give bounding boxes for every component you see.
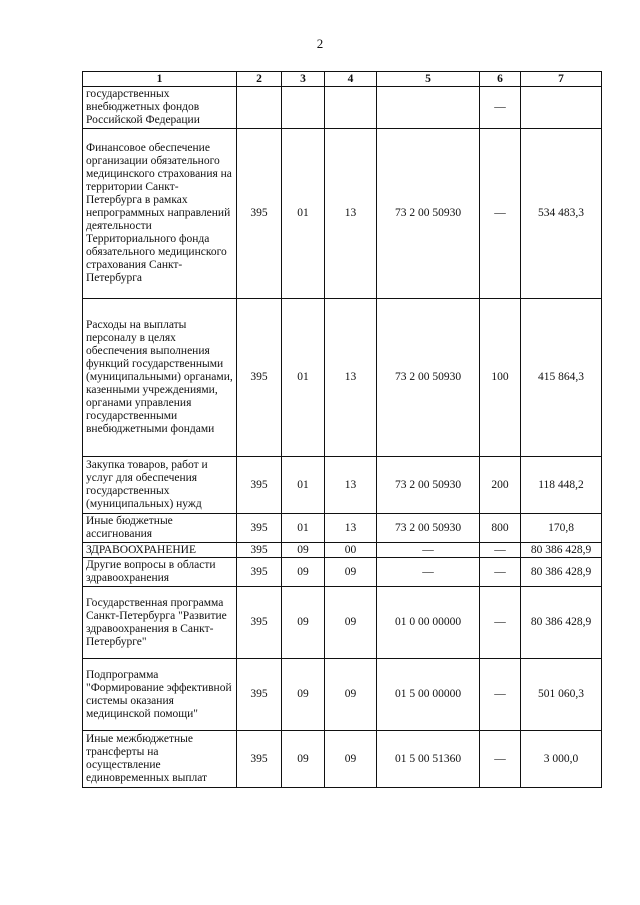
row-c4: 00 <box>325 543 377 558</box>
row-c5: 01 0 00 00000 <box>377 587 480 659</box>
column-header: 6 <box>480 72 521 87</box>
row-c4: 09 <box>325 558 377 587</box>
row-c5: — <box>377 543 480 558</box>
table-row <box>83 457 602 514</box>
row-name: Закупка товаров, работ и услуг для обеспечения государственных (муниципальных) нужд <box>83 457 237 514</box>
row-c4: 13 <box>325 129 377 299</box>
row-name: Другие вопросы в области здравоохранения <box>83 558 237 587</box>
column-header: 1 <box>83 72 237 87</box>
row-c5: 73 2 00 50930 <box>377 457 480 514</box>
row-c4: 09 <box>325 587 377 659</box>
row-c6: — <box>480 659 521 731</box>
row-c3: 09 <box>282 587 325 659</box>
table-row <box>83 514 602 543</box>
row-c6: — <box>480 129 521 299</box>
row-c6: — <box>480 587 521 659</box>
row-c4: 13 <box>325 299 377 457</box>
row-name: Финансовое обеспечение организации обязательного медицинского страхования на территории Санкт-Петербурга в рамках непрограммных направлений деятельности Территориального фонда обязательного медицинского страхования Санкт-Петербурга <box>83 129 237 299</box>
row-c3 <box>282 87 325 129</box>
row-c4: 09 <box>325 659 377 731</box>
row-c4: 13 <box>325 457 377 514</box>
row-c2: 395 <box>237 659 282 731</box>
row-c7: 534 483,3 <box>521 129 602 299</box>
row-c3: 09 <box>282 659 325 731</box>
column-header: 2 <box>237 72 282 87</box>
row-c2: 395 <box>237 558 282 587</box>
row-c4: 13 <box>325 514 377 543</box>
row-c4 <box>325 87 377 129</box>
table-row <box>83 659 602 731</box>
row-c3: 01 <box>282 299 325 457</box>
table-row <box>83 587 602 659</box>
column-header: 3 <box>282 72 325 87</box>
row-c7: 501 060,3 <box>521 659 602 731</box>
row-c3: 01 <box>282 514 325 543</box>
row-name: Иные межбюджетные трансферты на осуществление единовременных выплат <box>83 731 237 788</box>
column-header: 4 <box>325 72 377 87</box>
row-c7: 80 386 428,9 <box>521 558 602 587</box>
row-c2: 395 <box>237 514 282 543</box>
row-c2: 395 <box>237 543 282 558</box>
page-number: 2 <box>316 36 324 51</box>
row-c5: 01 5 00 00000 <box>377 659 480 731</box>
row-c2: 395 <box>237 457 282 514</box>
row-c2: 395 <box>237 129 282 299</box>
row-c2: 395 <box>237 587 282 659</box>
row-c2: 395 <box>237 299 282 457</box>
row-c3: 09 <box>282 731 325 788</box>
row-c2 <box>237 87 282 129</box>
row-c6: — <box>480 543 521 558</box>
row-c7: 80 386 428,9 <box>521 543 602 558</box>
row-c3: 09 <box>282 558 325 587</box>
row-c4: 09 <box>325 731 377 788</box>
row-c7 <box>521 87 602 129</box>
table-row <box>83 87 602 129</box>
column-header: 7 <box>521 72 602 87</box>
row-c5: 01 5 00 51360 <box>377 731 480 788</box>
column-header: 5 <box>377 72 480 87</box>
row-c7: 118 448,2 <box>521 457 602 514</box>
table-row <box>83 558 602 587</box>
row-name: Расходы на выплаты персоналу в целях обеспечения выполнения функций государственными (муниципальными) органами, казенными учреждениями, органами управления государственными внебюджетными фондами <box>83 299 237 457</box>
row-c5: 73 2 00 50930 <box>377 299 480 457</box>
row-c6: 800 <box>480 514 521 543</box>
row-c6: 200 <box>480 457 521 514</box>
row-c7: 80 386 428,9 <box>521 587 602 659</box>
row-name: государственных внебюджетных фондов Российской Федерации <box>83 87 237 129</box>
row-c3: 01 <box>282 129 325 299</box>
table-row <box>83 129 602 299</box>
row-c6: 100 <box>480 299 521 457</box>
row-c6: — <box>480 558 521 587</box>
row-c6: — <box>480 731 521 788</box>
row-c7: 3 000,0 <box>521 731 602 788</box>
row-name: Подпрограмма "Формирование эффективной системы оказания медицинской помощи" <box>83 659 237 731</box>
row-c5: 73 2 00 50930 <box>377 514 480 543</box>
row-name: ЗДРАВООХРАНЕНИЕ <box>83 543 237 558</box>
table-row <box>83 543 602 558</box>
row-c5 <box>377 87 480 129</box>
row-name: Иные бюджетные ассигнования <box>83 514 237 543</box>
row-c6: — <box>480 87 521 129</box>
row-c3: 01 <box>282 457 325 514</box>
row-c7: 170,8 <box>521 514 602 543</box>
budget-table <box>82 71 602 788</box>
row-c2: 395 <box>237 731 282 788</box>
row-name: Государственная программа Санкт-Петербурга "Развитие здравоохранения в Санкт-Петербурге" <box>83 587 237 659</box>
row-c5: 73 2 00 50930 <box>377 129 480 299</box>
row-c7: 415 864,3 <box>521 299 602 457</box>
row-c5: — <box>377 558 480 587</box>
table-row <box>83 731 602 788</box>
row-c3: 09 <box>282 543 325 558</box>
table-header-row <box>83 72 602 87</box>
table-row <box>83 299 602 457</box>
